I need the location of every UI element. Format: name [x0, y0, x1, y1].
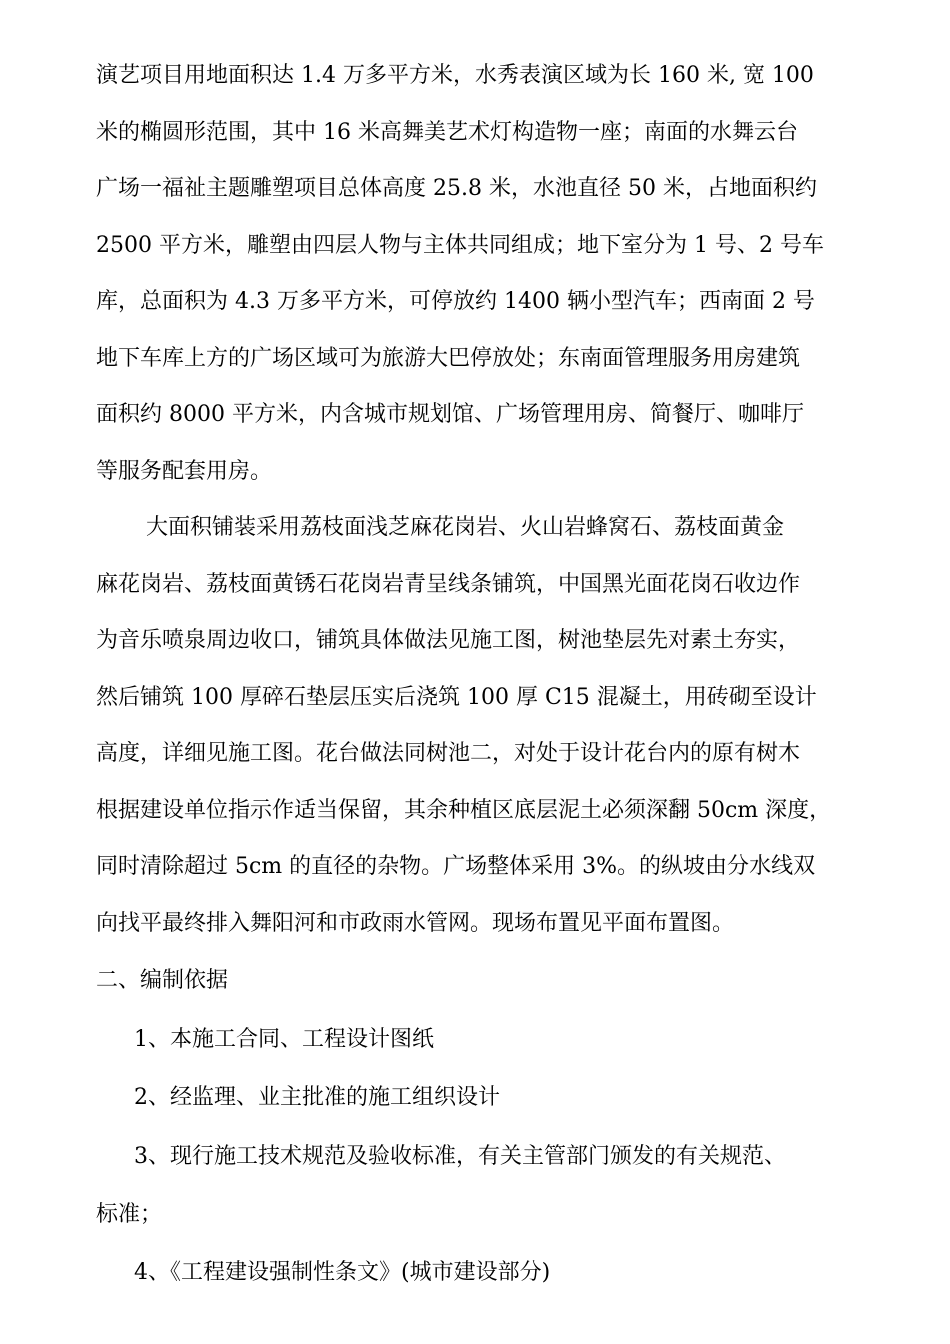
body-text-line: 米的椭圆形范围，其中 16 米高舞美艺术灯构造物一座；南面的水舞云台: [96, 120, 798, 145]
body-text-line: 麻花岗岩、荔枝面黄锈石花岗岩青呈线条铺筑，中国黑光面花岗石收边作: [96, 572, 801, 597]
body-text-line: 等服务配套用房。: [96, 459, 273, 484]
list-item: 3、现行施工技术规范及验收标准，有关主管部门颁发的有关规范、: [134, 1144, 786, 1169]
body-text-line: 然后铺筑 100 厚碎石垫层压实后浇筑 100 厚 C15 混凝土，用砖砌至设计: [96, 685, 817, 710]
body-text-line: 库，总面积为 4.3 万多平方米，可停放约 1400 辆小型汽车；西南面 2 号: [96, 289, 815, 314]
list-item: 2、经监理、业主批准的施工组织设计: [134, 1085, 500, 1110]
list-item: 4、《工程建设强制性条文》(城市建设部分): [134, 1260, 551, 1285]
body-text-line: 2500 平方米，雕塑由四层人物与主体共同组成；地下室分为 1 号、2 号车: [96, 233, 824, 258]
list-item: 1、本施工合同、工程设计图纸: [134, 1027, 434, 1052]
body-text-line: 面积约 8000 平方米，内含城市规划馆、广场管理用房、简餐厅、咖啡厅: [96, 402, 804, 427]
body-text-line: 广场一福祉主题雕塑项目总体高度 25.8 米，水池直径 50 米，占地面积约: [96, 176, 817, 201]
body-text-line: 向找平最终排入舞阳河和市政雨水管网。现场布置见平面布置图。: [96, 911, 735, 936]
body-text-line: 演艺项目用地面积达 1.4 万多平方米，水秀表演区域为长 160 米, 宽 100: [96, 63, 814, 88]
list-item-continuation: 标准；: [96, 1202, 163, 1227]
body-text-line: 根据建设单位指示作适当保留，其余种植区底层泥土必须深翻 50cm 深度，: [96, 798, 832, 823]
body-text-line: 大面积铺装采用荔枝面浅芝麻花岗岩、火山岩蜂窝石、荔枝面黄金: [146, 515, 785, 540]
section-heading: 二、编制依据: [96, 968, 229, 993]
body-text-line: 同时清除超过 5cm 的直径的杂物。广场整体采用 3%。的纵坡由分水线双: [96, 854, 816, 879]
body-text-line: 高度，详细见施工图。花台做法同树池二，对处于设计花台内的原有树木: [96, 741, 801, 766]
body-text-line: 地下车库上方的广场区域可为旅游大巴停放处；东南面管理服务用房建筑: [96, 346, 801, 371]
body-text-line: 为音乐喷泉周边收口，铺筑具体做法见施工图，树池垫层先对素土夯实，: [96, 628, 801, 653]
